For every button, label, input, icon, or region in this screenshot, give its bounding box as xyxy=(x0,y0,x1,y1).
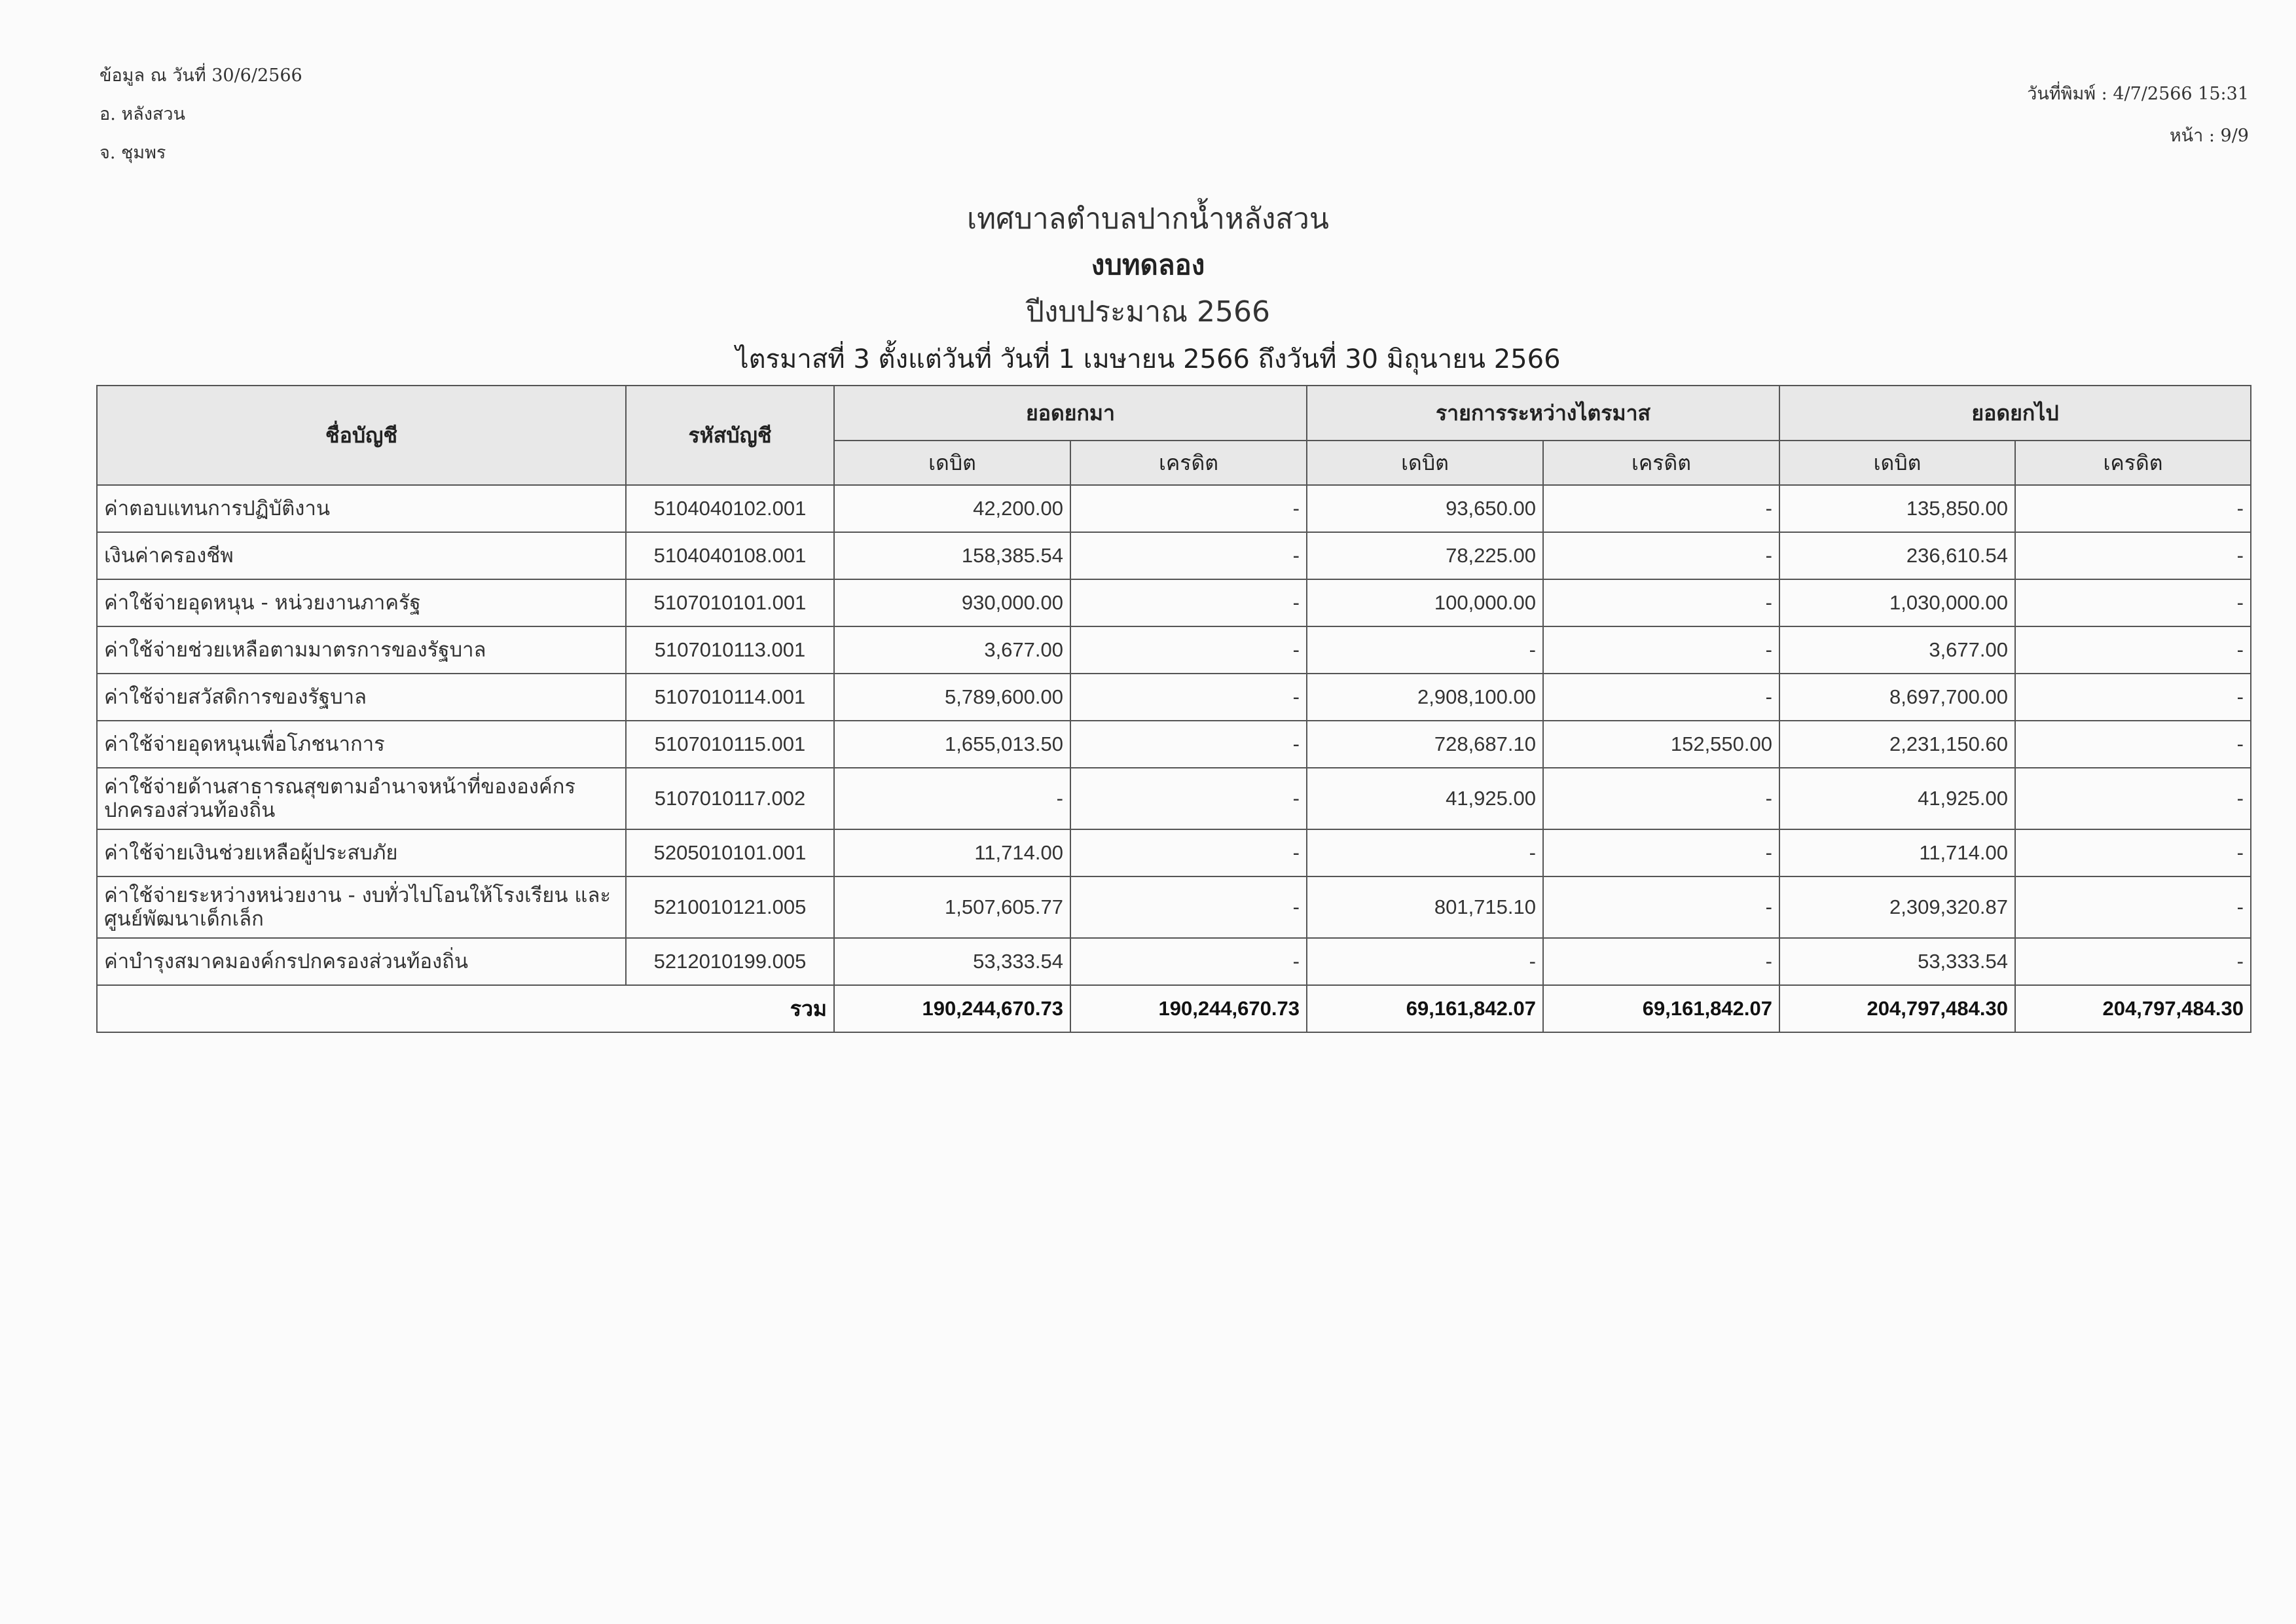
header-account-name: ชื่อบัญชี xyxy=(97,386,626,485)
table-row xyxy=(97,829,2251,876)
total-cf-credit: 204,797,484.30 xyxy=(2015,985,2251,1032)
account-code: 5210010121.005 xyxy=(626,876,834,938)
table-row xyxy=(97,532,2251,579)
q-debit: - xyxy=(1307,829,1543,876)
total-bf-credit: 190,244,670.73 xyxy=(1070,985,1307,1032)
table-row xyxy=(97,626,2251,674)
bf-debit: 1,507,605.77 xyxy=(834,876,1070,938)
account-name: ค่าใช้จ่ายระหว่างหน่วยงาน - งบทั่วไปโอนให้โรงเรียน และศูนย์พัฒนาเด็กเล็ก xyxy=(97,876,626,938)
q-debit: 93,650.00 xyxy=(1307,485,1543,532)
bf-debit: 3,677.00 xyxy=(834,626,1070,674)
bf-credit: - xyxy=(1070,485,1307,532)
table-row xyxy=(97,876,2251,938)
cf-debit: 135,850.00 xyxy=(1779,485,2015,532)
header-cf-credit: เครดิต xyxy=(2015,441,2251,485)
organization-name: เทศบาลตำบลปากน้ำหลังสวน xyxy=(967,202,1329,236)
q-credit: - xyxy=(1543,532,1779,579)
total-label: รวม xyxy=(97,985,834,1032)
q-debit: 41,925.00 xyxy=(1307,768,1543,829)
q-debit: 728,687.10 xyxy=(1307,721,1543,768)
report-meta-right xyxy=(2027,73,2249,157)
total-cf-debit: 204,797,484.30 xyxy=(1779,985,2015,1032)
bf-debit: 158,385.54 xyxy=(834,532,1070,579)
header-during-quarter: รายการระหว่างไตรมาส xyxy=(1307,386,1779,441)
header-account-code: รหัสบัญชี xyxy=(626,386,834,485)
q-credit: - xyxy=(1543,674,1779,721)
account-name: ค่าบำรุงสมาคมองค์กรปกครองส่วนท้องถิ่น xyxy=(97,938,626,985)
q-credit: - xyxy=(1543,485,1779,532)
bf-credit: - xyxy=(1070,938,1307,985)
report-title: งบทดลอง xyxy=(1091,249,1205,281)
cf-debit: 2,231,150.60 xyxy=(1779,721,2015,768)
header-cf-debit: เดบิต xyxy=(1779,441,2015,485)
title-block xyxy=(0,196,2296,382)
q-debit: 801,715.10 xyxy=(1307,876,1543,938)
account-code: 5212010199.005 xyxy=(626,938,834,985)
cf-credit: - xyxy=(2015,829,2251,876)
account-name: ค่าใช้จ่ายสวัสดิการของรัฐบาล xyxy=(97,674,626,721)
cf-debit: 41,925.00 xyxy=(1779,768,2015,829)
cf-debit: 11,714.00 xyxy=(1779,829,2015,876)
q-debit: 100,000.00 xyxy=(1307,579,1543,626)
province: จ. ชุมพร xyxy=(100,143,166,163)
q-credit: - xyxy=(1543,876,1779,938)
table-row xyxy=(97,721,2251,768)
bf-credit: - xyxy=(1070,829,1307,876)
print-date: วันที่พิมพ์ : 4/7/2566 15:31 xyxy=(2027,84,2249,104)
table-row xyxy=(97,938,2251,985)
bf-credit: - xyxy=(1070,674,1307,721)
header-carried-forward: ยอดยกไป xyxy=(1779,386,2251,441)
account-name: ค่าใช้จ่ายอุดหนุนเพื่อโภชนาการ xyxy=(97,721,626,768)
cf-debit: 1,030,000.00 xyxy=(1779,579,2015,626)
bf-credit: - xyxy=(1070,768,1307,829)
trial-balance-table xyxy=(96,385,2251,1033)
bf-debit: 930,000.00 xyxy=(834,579,1070,626)
account-code: 5107010113.001 xyxy=(626,626,834,674)
header-q-credit: เครดิต xyxy=(1543,441,1779,485)
account-name: ค่าใช้จ่ายช่วยเหลือตามมาตรการของรัฐบาล xyxy=(97,626,626,674)
cf-debit: 53,333.54 xyxy=(1779,938,2015,985)
bf-credit: - xyxy=(1070,876,1307,938)
cf-credit: - xyxy=(2015,674,2251,721)
data-as-of: ข้อมูล ณ วันที่ 30/6/2566 xyxy=(100,65,302,86)
header-bf-credit: เครดิต xyxy=(1070,441,1307,485)
table-row xyxy=(97,674,2251,721)
bf-debit: 53,333.54 xyxy=(834,938,1070,985)
header-brought-forward: ยอดยกมา xyxy=(834,386,1307,441)
cf-credit: - xyxy=(2015,579,2251,626)
bf-credit: - xyxy=(1070,579,1307,626)
total-q-credit: 69,161,842.07 xyxy=(1543,985,1779,1032)
cf-credit: - xyxy=(2015,532,2251,579)
cf-credit: - xyxy=(2015,876,2251,938)
bf-debit: 5,789,600.00 xyxy=(834,674,1070,721)
account-code: 5104040102.001 xyxy=(626,485,834,532)
table-row xyxy=(97,579,2251,626)
bf-debit: - xyxy=(834,768,1070,829)
q-debit: - xyxy=(1307,938,1543,985)
account-code: 5107010101.001 xyxy=(626,579,834,626)
district: อ. หลังสวน xyxy=(100,104,186,124)
account-code: 5107010114.001 xyxy=(626,674,834,721)
page-number: หน้า : 9/9 xyxy=(2169,126,2249,146)
header-bf-debit: เดบิต xyxy=(834,441,1070,485)
bf-credit: - xyxy=(1070,532,1307,579)
account-code: 5107010117.002 xyxy=(626,768,834,829)
cf-credit: - xyxy=(2015,721,2251,768)
cf-debit: 2,309,320.87 xyxy=(1779,876,2015,938)
account-name: ค่าตอบแทนการปฏิบัติงาน xyxy=(97,485,626,532)
account-name: ค่าใช้จ่ายเงินช่วยเหลือผู้ประสบภัย xyxy=(97,829,626,876)
q-credit: - xyxy=(1543,579,1779,626)
cf-debit: 8,697,700.00 xyxy=(1779,674,2015,721)
table-row xyxy=(97,768,2251,829)
header-q-debit: เดบิต xyxy=(1307,441,1543,485)
cf-credit: - xyxy=(2015,768,2251,829)
q-credit: - xyxy=(1543,938,1779,985)
q-credit: - xyxy=(1543,626,1779,674)
report-meta-left xyxy=(100,56,302,172)
table-row xyxy=(97,485,2251,532)
total-q-debit: 69,161,842.07 xyxy=(1307,985,1543,1032)
total-row xyxy=(97,985,2251,1032)
bf-debit: 1,655,013.50 xyxy=(834,721,1070,768)
bf-credit: - xyxy=(1070,721,1307,768)
cf-credit: - xyxy=(2015,485,2251,532)
account-code: 5104040108.001 xyxy=(626,532,834,579)
fiscal-year: ปีงบประมาณ 2566 xyxy=(1025,295,1271,329)
total-bf-debit: 190,244,670.73 xyxy=(834,985,1070,1032)
reporting-period: ไตรมาสที่ 3 ตั้งแต่วันที่ วันที่ 1 เมษายน 2566 ถึงวันที่ 30 มิถุนายน 2566 xyxy=(735,344,1561,374)
q-debit: - xyxy=(1307,626,1543,674)
cf-debit: 3,677.00 xyxy=(1779,626,2015,674)
bf-debit: 42,200.00 xyxy=(834,485,1070,532)
bf-debit: 11,714.00 xyxy=(834,829,1070,876)
account-name: ค่าใช้จ่ายอุดหนุน - หน่วยงานภาครัฐ xyxy=(97,579,626,626)
q-debit: 78,225.00 xyxy=(1307,532,1543,579)
account-name: เงินค่าครองชีพ xyxy=(97,532,626,579)
q-credit: - xyxy=(1543,768,1779,829)
q-credit: - xyxy=(1543,829,1779,876)
q-debit: 2,908,100.00 xyxy=(1307,674,1543,721)
cf-credit: - xyxy=(2015,626,2251,674)
cf-credit: - xyxy=(2015,938,2251,985)
bf-credit: - xyxy=(1070,626,1307,674)
account-code: 5107010115.001 xyxy=(626,721,834,768)
cf-debit: 236,610.54 xyxy=(1779,532,2015,579)
account-code: 5205010101.001 xyxy=(626,829,834,876)
q-credit: 152,550.00 xyxy=(1543,721,1779,768)
account-name: ค่าใช้จ่ายด้านสาธารณสุขตามอำนาจหน้าที่ขององค์กรปกครองส่วนท้องถิ่น xyxy=(97,768,626,829)
